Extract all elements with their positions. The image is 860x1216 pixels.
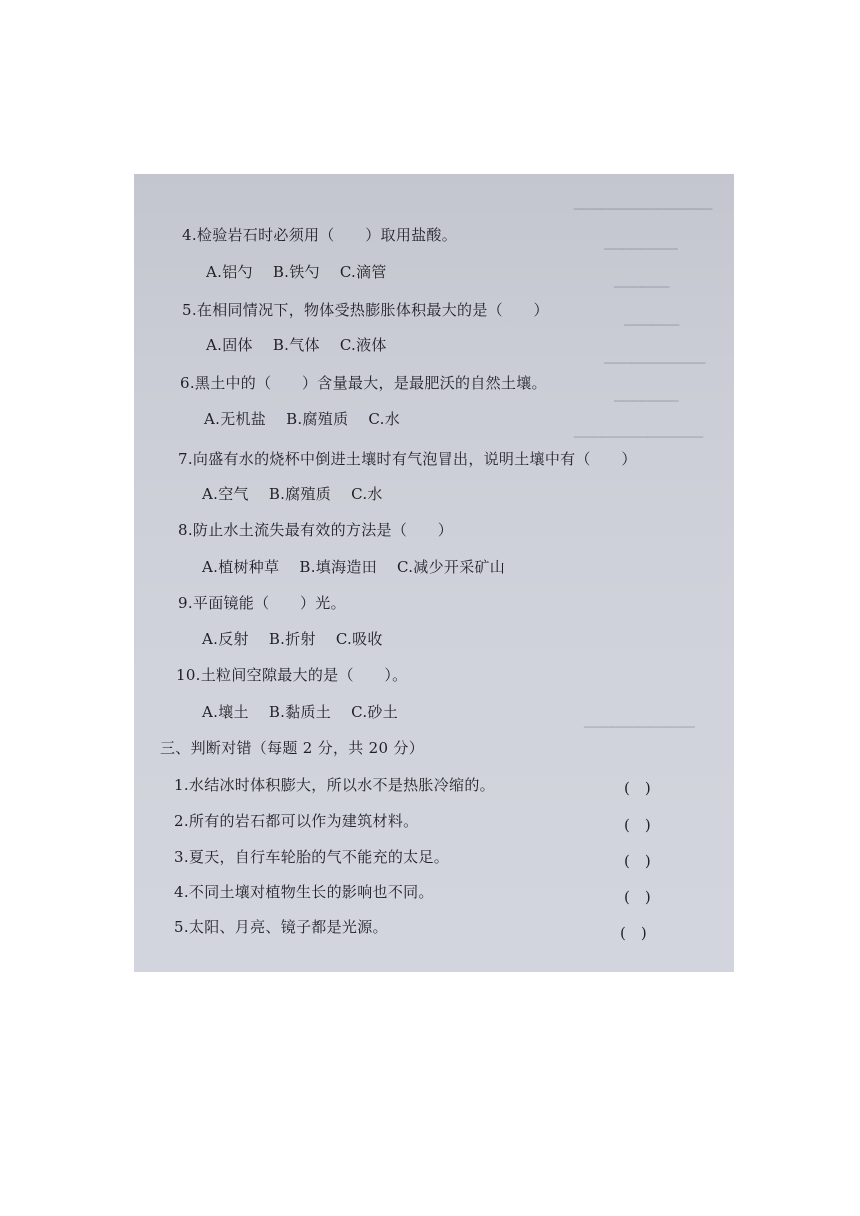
option-a: A.铝勺: [206, 263, 253, 281]
option-a: A.反射: [202, 630, 249, 648]
option-c: C.吸收: [335, 630, 383, 648]
judgement-item-1: 1.水结冰时体积膨大，所以水不是热胀冷缩的。: [174, 776, 495, 794]
question-4-stem: 4.检验岩石时必须用（ ）取用盐酸。: [182, 226, 458, 244]
answer-blank: ( ): [624, 779, 651, 797]
question-8-stem: 8.防止水土流失最有效的方法是（ ）: [178, 521, 454, 539]
option-a: A.空气: [202, 485, 249, 503]
question-5-stem: 5.在相同情况下，物体受热膨胀体积最大的是（ ）: [182, 301, 549, 319]
show-through-text: ▁▁▁▁▁▁▁▁▁▁▁: [604, 350, 706, 364]
show-through-text: ▁▁▁▁▁▁: [614, 274, 670, 288]
option-b: B.填海造田: [299, 558, 377, 576]
section-3-heading: 三、判断对错（每题 2 分，共 20 分）: [160, 739, 425, 757]
option-b: B.腐殖质: [286, 410, 349, 428]
option-b: B.气体: [272, 336, 320, 354]
question-10-options: [202, 702, 418, 722]
scanned-exam-page: [134, 174, 734, 972]
question-8-options: [202, 557, 525, 577]
option-c: C.水: [368, 410, 401, 428]
judgement-item-2: 2.所有的岩石都可以作为建筑材料。: [174, 812, 419, 830]
question-6-options: [204, 409, 420, 429]
option-b: B.折射: [268, 630, 316, 648]
show-through-text: ▁▁▁▁▁▁▁▁▁▁▁▁▁▁▁: [574, 196, 713, 210]
option-c: C.减少开采矿山: [397, 558, 506, 576]
option-b: B.腐殖质: [268, 485, 332, 503]
question-9-options: [202, 629, 403, 649]
question-7-options: [202, 484, 403, 504]
option-b: B.黏质土: [268, 703, 332, 721]
judgement-item-4: 4.不同土壤对植物生长的影响也不同。: [174, 883, 434, 901]
answer-blank: ( ): [624, 852, 651, 870]
answer-blank: ( ): [624, 816, 651, 834]
option-a: A.无机盐: [204, 410, 267, 428]
question-7-stem: 7.向盛有水的烧杯中倒进土壤时有气泡冒出，说明土壤中有（ ）: [178, 450, 637, 468]
answer-blank: ( ): [620, 924, 647, 942]
question-6-stem: 6.黑土中的（ ）含量最大，是最肥沃的自然土壤。: [180, 374, 547, 392]
option-c: C.水: [351, 485, 383, 503]
option-a: A.固体: [206, 336, 253, 354]
answer-blank: ( ): [624, 888, 651, 906]
option-a: A.植树种草: [202, 558, 280, 576]
option-c: C.滴管: [339, 263, 387, 281]
option-a: A.壤土: [202, 703, 249, 721]
option-c: C.液体: [339, 336, 387, 354]
show-through-text: ▁▁▁▁▁▁▁▁▁▁▁▁▁▁: [574, 424, 704, 438]
question-5-options: [206, 335, 407, 355]
show-through-text: ▁▁▁▁▁▁: [624, 312, 680, 326]
judgement-item-3: 3.夏天，自行车轮胎的气不能充的太足。: [174, 848, 450, 866]
judgement-item-5: 5.太阳、月亮、镜子都是光源。: [174, 918, 388, 936]
option-c: C.砂土: [351, 703, 399, 721]
question-4-options: [206, 262, 407, 282]
show-through-text: ▁▁▁▁▁▁▁: [614, 388, 679, 402]
option-b: B.铁勺: [272, 263, 320, 281]
show-through-text: ▁▁▁▁▁▁▁▁▁▁▁▁: [584, 714, 695, 728]
question-9-stem: 9.平面镜能（ ）光。: [178, 594, 346, 612]
show-through-text: ▁▁▁▁▁▁▁▁: [604, 236, 678, 250]
question-10-stem: 10.土粒间空隙最大的是（ ）。: [176, 666, 408, 684]
